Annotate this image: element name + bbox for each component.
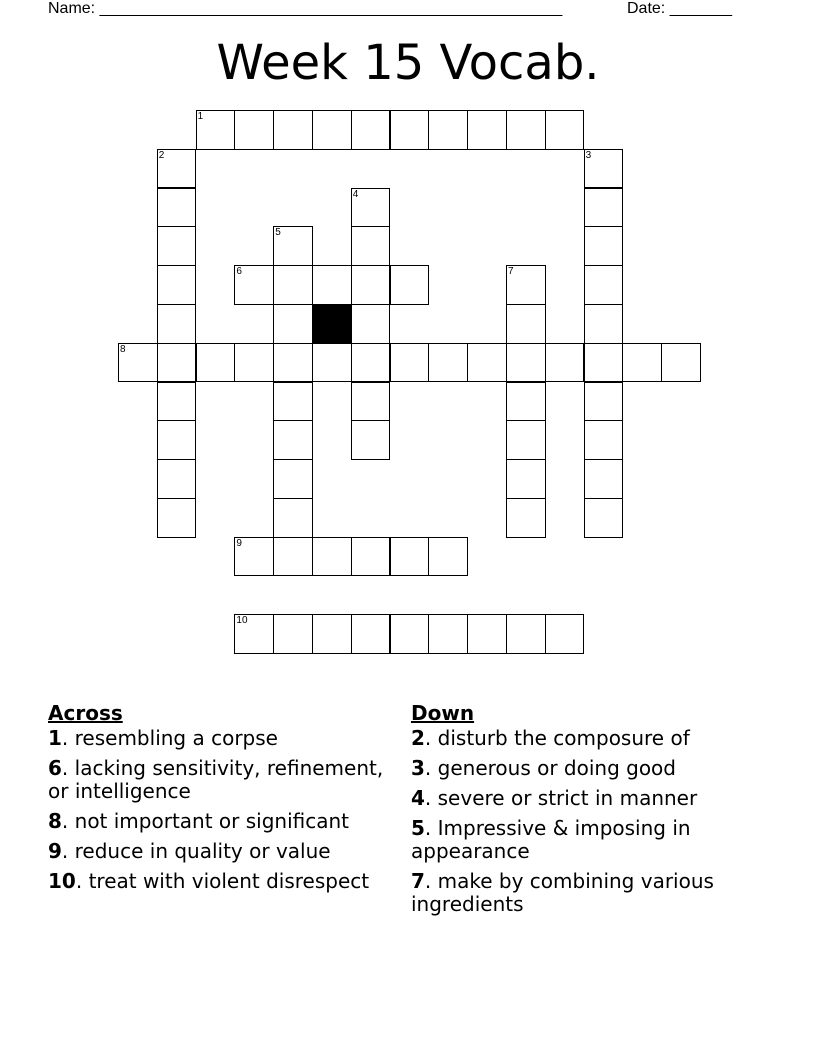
cell-number: 10 bbox=[236, 615, 248, 627]
clue-across-9 bbox=[48, 840, 398, 863]
grid-cell[interactable] bbox=[506, 614, 546, 654]
grid-cell[interactable] bbox=[234, 537, 274, 577]
grid-cell[interactable] bbox=[428, 343, 468, 383]
clue-text: not important or significant bbox=[74, 809, 350, 833]
grid-cell[interactable] bbox=[584, 188, 624, 228]
grid-cell[interactable] bbox=[506, 498, 546, 538]
clue-number: 5 bbox=[411, 816, 425, 840]
grid-cell[interactable] bbox=[351, 420, 391, 460]
clue-dot: . bbox=[424, 869, 438, 893]
grid-cell[interactable] bbox=[196, 343, 236, 383]
grid-cell[interactable] bbox=[351, 537, 391, 577]
clue-down-3 bbox=[411, 757, 751, 780]
grid-cell[interactable] bbox=[390, 614, 430, 654]
grid-cell[interactable] bbox=[622, 343, 662, 383]
grid-cell[interactable] bbox=[234, 343, 274, 383]
clue-text: resembling a corpse bbox=[74, 726, 278, 750]
clue-down-7 bbox=[411, 870, 751, 916]
grid-cell[interactable] bbox=[506, 420, 546, 460]
grid-cell[interactable] bbox=[273, 614, 313, 654]
grid-cell[interactable] bbox=[312, 265, 352, 305]
clue-across-10 bbox=[48, 870, 398, 893]
grid-cell[interactable] bbox=[390, 343, 430, 383]
clue-dot: . bbox=[424, 786, 438, 810]
grid-cell[interactable] bbox=[584, 420, 624, 460]
page-title: Week 15 Vocab. bbox=[216, 35, 600, 91]
clue-number: 1 bbox=[48, 726, 62, 750]
grid-cell[interactable] bbox=[545, 343, 585, 383]
clue-number: 9 bbox=[48, 839, 62, 863]
grid-cell[interactable] bbox=[273, 459, 313, 499]
clue-number: 4 bbox=[411, 786, 425, 810]
grid-cell[interactable] bbox=[467, 614, 507, 654]
clue-down-2 bbox=[411, 727, 751, 750]
clue-number: 3 bbox=[411, 756, 425, 780]
grid-cell[interactable] bbox=[584, 382, 624, 422]
cell-number: 5 bbox=[275, 227, 281, 239]
clue-dot: . bbox=[61, 726, 75, 750]
grid-cell[interactable] bbox=[351, 304, 391, 344]
clue-across-1 bbox=[48, 727, 398, 750]
grid-cell[interactable] bbox=[234, 614, 274, 654]
grid-cell[interactable] bbox=[545, 110, 585, 150]
clue-text: treat with violent disrespect bbox=[88, 869, 370, 893]
clue-text: disturb the composure of bbox=[437, 726, 690, 750]
cell-number: 3 bbox=[585, 149, 592, 161]
grid-cell[interactable] bbox=[584, 498, 624, 538]
grid-cell[interactable] bbox=[157, 420, 197, 460]
cell-number: 2 bbox=[158, 149, 165, 161]
grid-cell[interactable] bbox=[312, 537, 352, 577]
clue-number: 6 bbox=[48, 756, 62, 780]
grid-cell[interactable] bbox=[584, 459, 624, 499]
clue-number: 10 bbox=[48, 869, 76, 893]
grid-cell[interactable] bbox=[390, 265, 430, 305]
down-clues bbox=[411, 702, 751, 923]
cell-number: 7 bbox=[508, 266, 514, 278]
clue-number: 8 bbox=[48, 809, 62, 833]
clue-number: 7 bbox=[411, 869, 425, 893]
grid-cell[interactable] bbox=[157, 498, 197, 538]
grid-cell[interactable] bbox=[661, 343, 701, 383]
grid-cell[interactable] bbox=[196, 110, 236, 150]
grid-cell[interactable] bbox=[467, 110, 507, 150]
down-heading: Down bbox=[411, 701, 475, 725]
clue-text: lacking sensitivity, refinement, or intelligence bbox=[48, 756, 384, 803]
grid-cell[interactable] bbox=[273, 420, 313, 460]
grid-cell[interactable] bbox=[351, 382, 391, 422]
clue-dot: . bbox=[61, 756, 75, 780]
clue-text: generous or doing good bbox=[437, 756, 676, 780]
clue-across-8 bbox=[48, 810, 398, 833]
clue-number: 2 bbox=[411, 726, 425, 750]
grid-cell[interactable] bbox=[351, 110, 391, 150]
clue-dot: . bbox=[424, 756, 438, 780]
grid-cell[interactable] bbox=[312, 110, 352, 150]
grid-cell[interactable] bbox=[157, 149, 197, 189]
grid-cell[interactable] bbox=[351, 265, 391, 305]
grid-cell[interactable] bbox=[584, 226, 624, 266]
clue-text: severe or strict in manner bbox=[437, 786, 698, 810]
grid-cell[interactable] bbox=[273, 382, 313, 422]
cell-number: 9 bbox=[236, 537, 242, 549]
grid-cell[interactable] bbox=[157, 343, 197, 383]
grid-cell[interactable] bbox=[428, 537, 468, 577]
clue-dot: . bbox=[424, 726, 438, 750]
grid-cell[interactable] bbox=[351, 614, 391, 654]
grid-cell[interactable] bbox=[157, 226, 197, 266]
grid-cell[interactable] bbox=[312, 614, 352, 654]
clue-text: make by combining various ingredients bbox=[411, 869, 714, 916]
grid-cell[interactable] bbox=[584, 304, 624, 344]
date-field[interactable]: Date: _______ bbox=[627, 0, 732, 17]
cell-number: 6 bbox=[236, 266, 242, 278]
cell-number: 8 bbox=[120, 343, 126, 355]
grid-cell[interactable] bbox=[273, 343, 313, 383]
grid-cell[interactable] bbox=[506, 304, 546, 344]
clue-down-5 bbox=[411, 817, 751, 863]
cell-number: 1 bbox=[197, 111, 204, 122]
grid-cell[interactable] bbox=[273, 498, 313, 538]
grid-cell[interactable] bbox=[234, 265, 274, 305]
across-heading: Across bbox=[48, 701, 123, 725]
grid-cell[interactable] bbox=[467, 343, 507, 383]
grid-cell[interactable] bbox=[157, 382, 197, 422]
clue-text: Impressive & imposing in appearance bbox=[411, 816, 691, 863]
grid-cell[interactable] bbox=[157, 188, 197, 228]
grid-cell[interactable] bbox=[428, 110, 468, 150]
grid-cell[interactable] bbox=[273, 537, 313, 577]
grid-cell[interactable] bbox=[428, 614, 468, 654]
across-clues bbox=[48, 702, 398, 900]
grid-cell[interactable] bbox=[157, 459, 197, 499]
grid-cell[interactable] bbox=[234, 110, 274, 150]
grid-cell[interactable] bbox=[273, 226, 313, 266]
grid-cell[interactable] bbox=[390, 110, 430, 150]
grid-cell[interactable] bbox=[506, 382, 546, 422]
clue-dot: . bbox=[75, 869, 89, 893]
grid-cell[interactable] bbox=[506, 265, 546, 305]
grid-cell[interactable] bbox=[273, 304, 313, 344]
grid-cell[interactable] bbox=[351, 343, 391, 383]
grid-cell[interactable] bbox=[312, 343, 352, 383]
grid-cell[interactable] bbox=[351, 188, 391, 228]
grid-cell[interactable] bbox=[545, 614, 585, 654]
grid-cell[interactable] bbox=[584, 149, 624, 189]
grid-cell[interactable] bbox=[157, 304, 197, 344]
grid-cell[interactable] bbox=[157, 265, 197, 305]
name-field[interactable]: Name: ____________________________________________________ bbox=[48, 0, 563, 17]
grid-cell[interactable] bbox=[584, 343, 624, 383]
black-square bbox=[312, 304, 352, 344]
cell-number: 4 bbox=[352, 188, 359, 200]
grid-cell[interactable] bbox=[506, 110, 546, 150]
clue-dot: . bbox=[61, 839, 75, 863]
grid-cell[interactable] bbox=[273, 110, 313, 150]
clue-dot: . bbox=[61, 809, 75, 833]
grid-cell[interactable] bbox=[390, 537, 430, 577]
clue-down-4 bbox=[411, 787, 751, 810]
grid-cell[interactable] bbox=[118, 343, 158, 383]
grid-cell[interactable] bbox=[506, 343, 546, 383]
clue-text: reduce in quality or value bbox=[74, 839, 331, 863]
grid-cell[interactable] bbox=[273, 265, 313, 305]
grid-cell[interactable] bbox=[351, 226, 391, 266]
clue-across-6 bbox=[48, 757, 398, 803]
grid-cell[interactable] bbox=[506, 459, 546, 499]
clue-dot: . bbox=[424, 816, 438, 840]
grid-cell[interactable] bbox=[584, 265, 624, 305]
